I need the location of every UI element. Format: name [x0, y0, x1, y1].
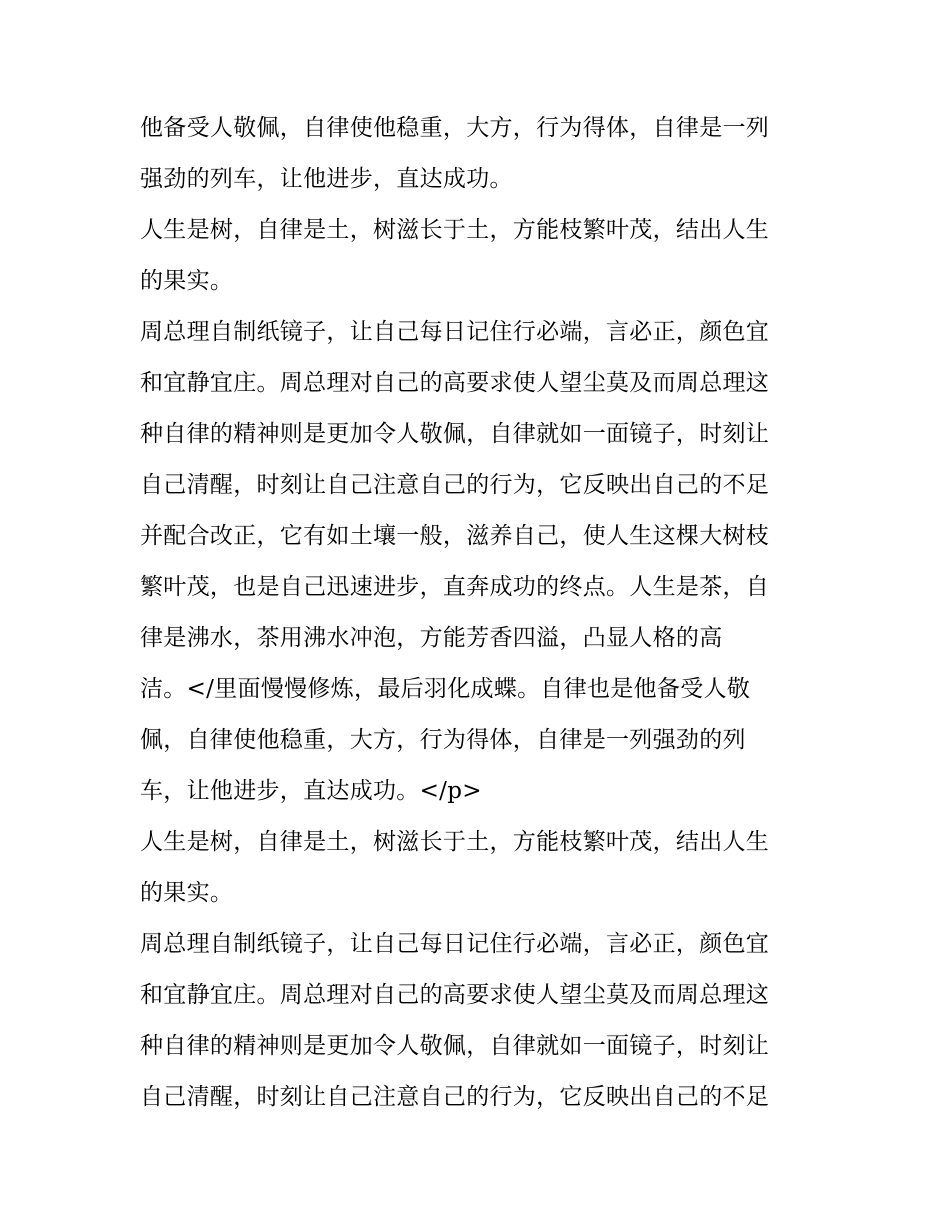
text-line: 和宜静宜庄。周总理对自己的高要求使人望尘莫及而周总理这 [140, 982, 770, 1008]
text-line: 周总理自制纸镜子，让自己每日记住行必端，言必正，颜色宜 [140, 319, 770, 345]
body-text [140, 103, 820, 1123]
text-line: 自己清醒，时刻让自己注意自己的行为，它反映出自己的不足 [140, 1084, 770, 1110]
text-line: 强劲的列车，让他进步，直达成功。 [140, 166, 513, 192]
text-line: 佩，自律使他稳重，大方，行为得体，自律是一列强劲的列 [140, 727, 746, 753]
text-line: 自己清醒，时刻让自己注意自己的行为，它反映出自己的不足 [140, 472, 770, 498]
text-line: 的果实。 [140, 268, 234, 294]
text-line: 的果实。 [140, 880, 234, 906]
text-line: 律是沸水，茶用沸水冲泡，方能芳香四溢，凸显人格的高 [140, 625, 723, 651]
text-line: 人生是树，自律是土，树滋长于土，方能枝繁叶茂，结出人生 [140, 217, 770, 243]
text-line: 种自律的精神则是更加令人敬佩，自律就如一面镜子，时刻让 [140, 1033, 770, 1059]
text-line: 和宜静宜庄。周总理对自己的高要求使人望尘莫及而周总理这 [140, 370, 770, 396]
text-line: 洁。</里面慢慢修炼，最后羽化成蝶。自律也是他备受人敬 [140, 676, 751, 702]
text-line: 种自律的精神则是更加令人敬佩，自律就如一面镜子，时刻让 [140, 421, 770, 447]
text-line: 车，让他进步，直达成功。</p> [140, 778, 482, 804]
text-line: 人生是树，自律是土，树滋长于土，方能枝繁叶茂，结出人生 [140, 829, 770, 855]
text-line: 他备受人敬佩，自律使他稳重，大方，行为得体，自律是一列 [140, 115, 770, 141]
text-line: 繁叶茂，也是自己迅速进步，直奔成功的终点。人生是茶，自 [140, 574, 770, 600]
text-line: 周总理自制纸镜子，让自己每日记住行必端，言必正，颜色宜 [140, 931, 770, 957]
text-line: 并配合改正，它有如土壤一般，滋养自己，使人生这棵大树枝 [140, 523, 770, 549]
